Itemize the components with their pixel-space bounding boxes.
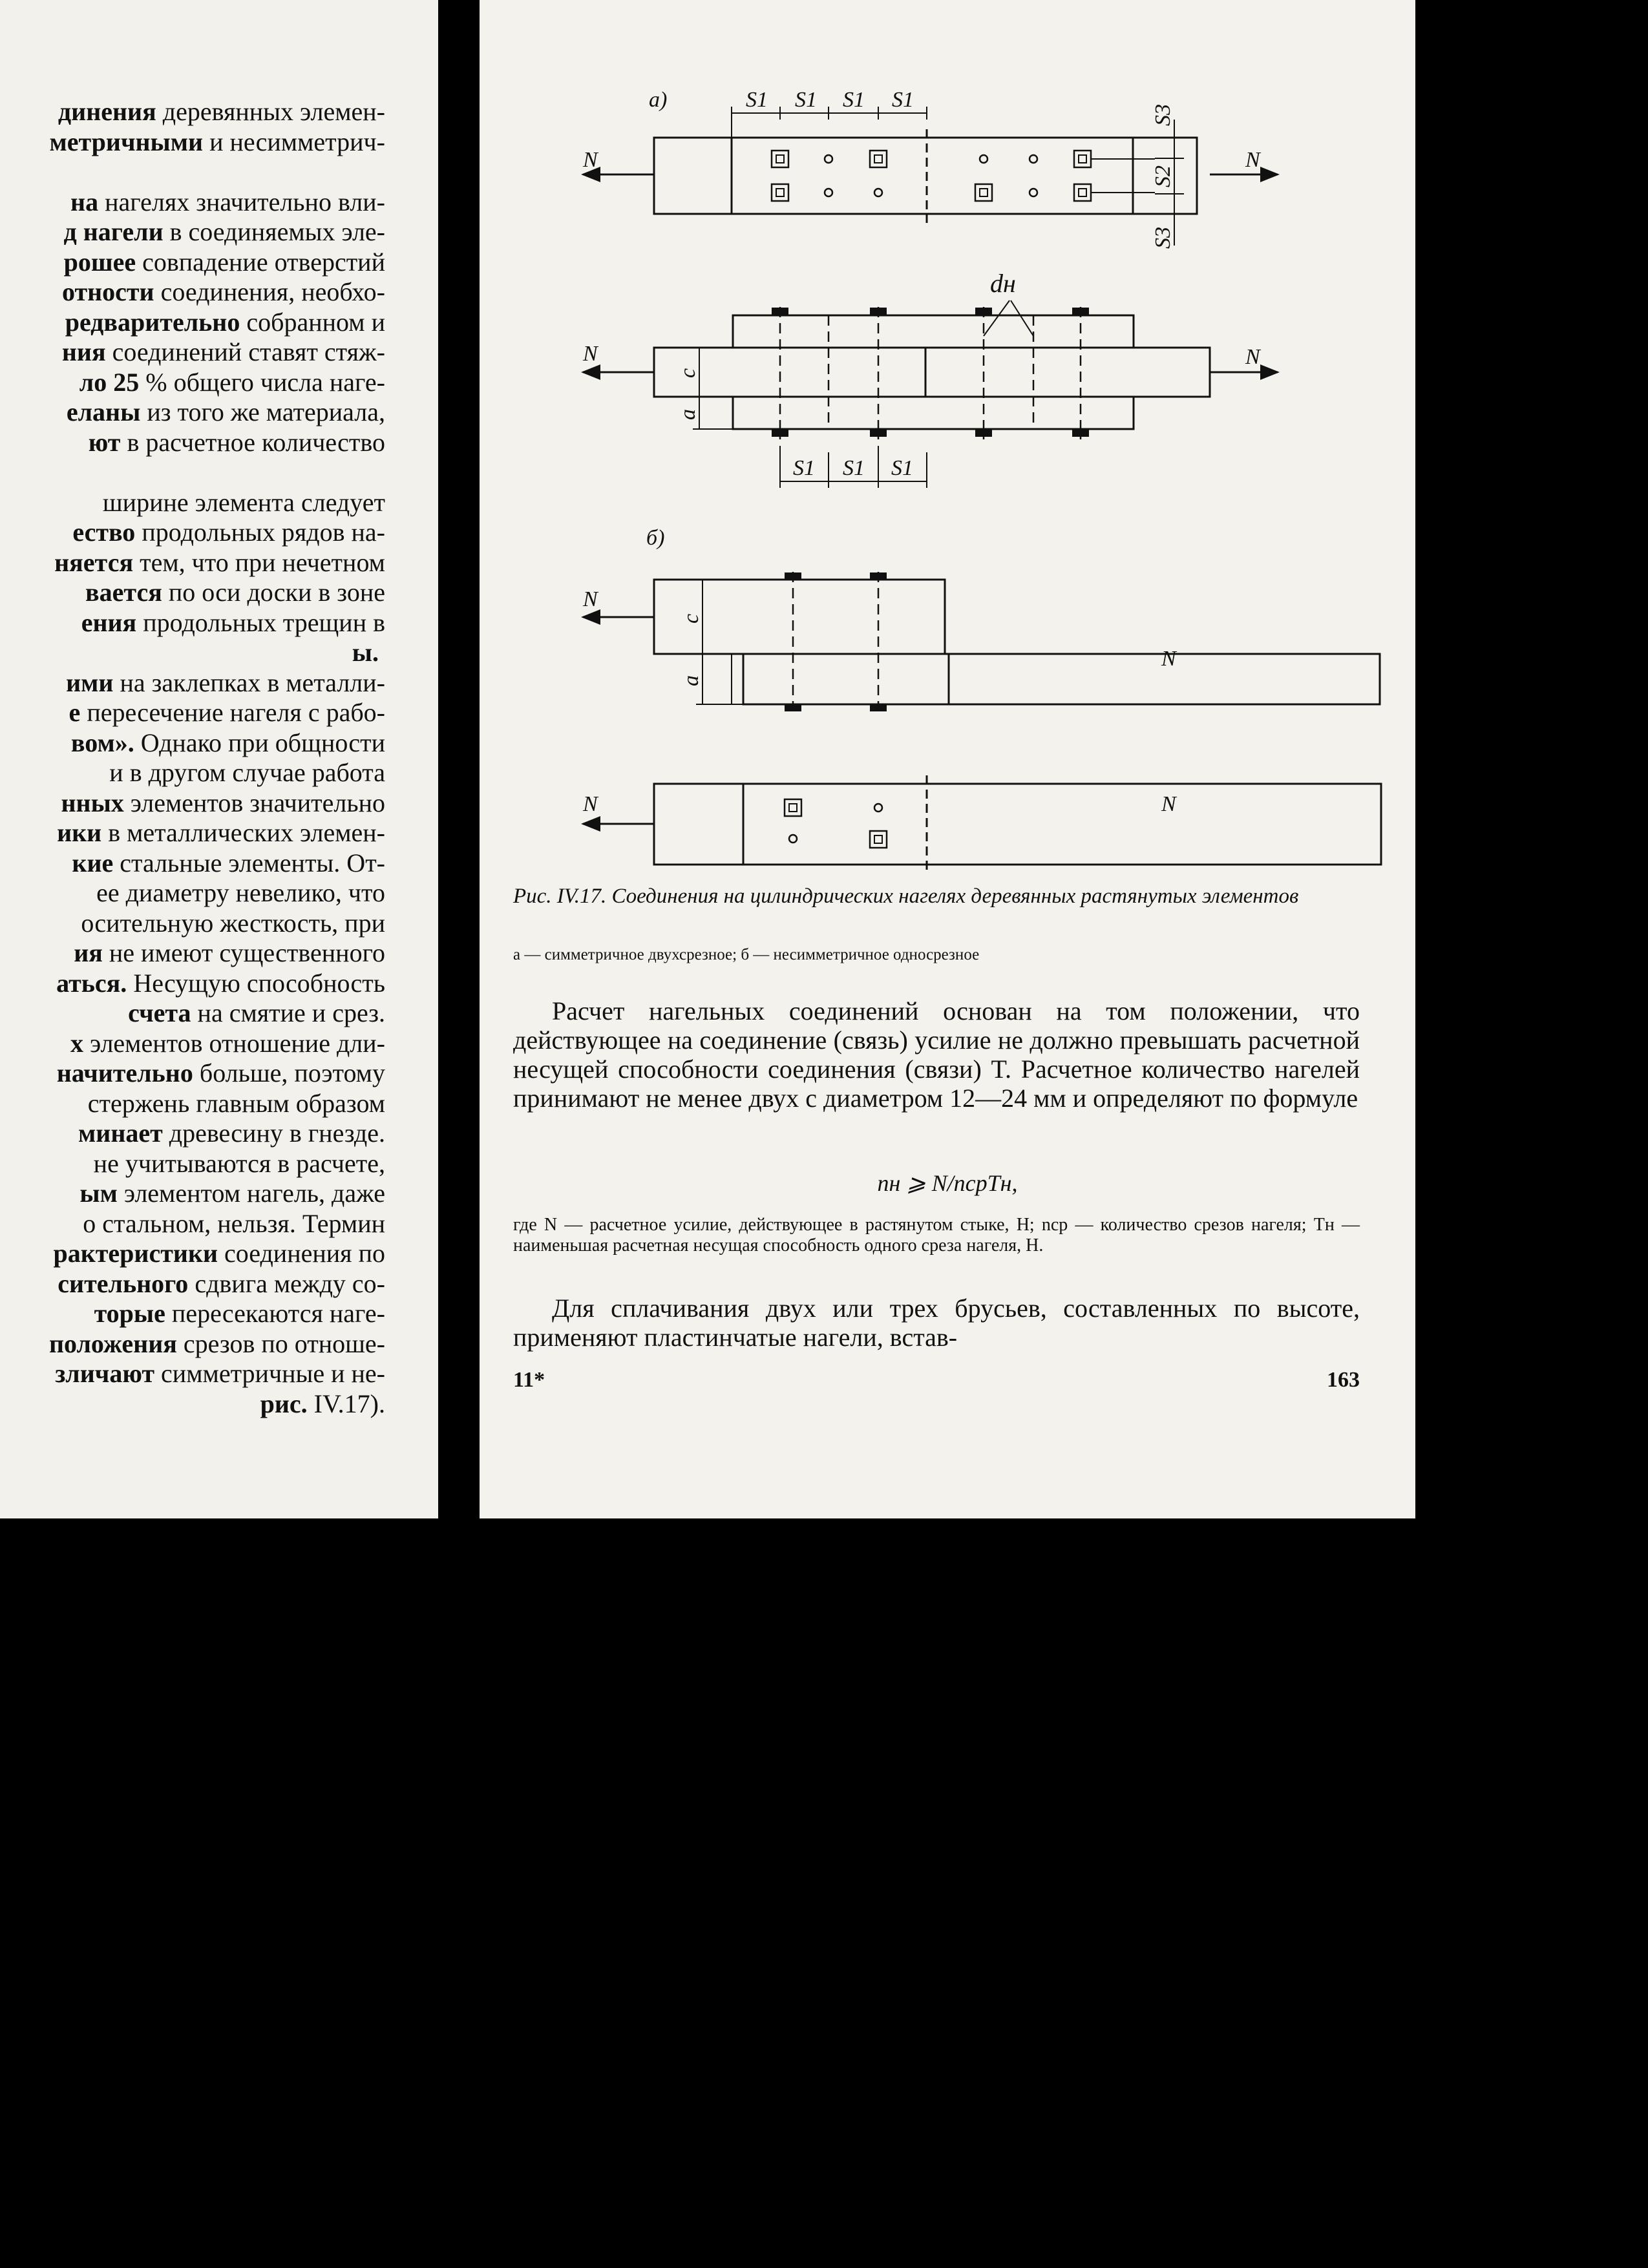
left-text-rest: о стальном, нельзя. Термин (83, 1208, 385, 1238)
left-text-bold: сительного (58, 1268, 189, 1298)
left-text-bold: отности (61, 277, 154, 306)
left-text-rest (379, 157, 385, 186)
left-text-line (0, 1089, 385, 1119)
left-text-line (0, 1149, 385, 1179)
left-text-rest: древесину в гнезде. (162, 1118, 385, 1148)
dim-s3: S3 (1151, 227, 1175, 249)
left-text-line (0, 668, 385, 698)
left-text-line (0, 308, 385, 338)
dim-a: a (676, 409, 700, 420)
left-text-bold: метричными (49, 127, 204, 156)
left-text-rest: симметричные и не- (154, 1359, 385, 1388)
paragraph-1-text: Расчет нагельных соединений основан на том положении, что действующее на соединение (связь) усилие не должно превышать расчетной несущей способности соединения (связи) T. Расчетное количество нагелей принимают не менее двух с диаметром 12—24 мм и определяют по формуле (513, 996, 1360, 1113)
left-text-rest: не учитываются в расчете, (93, 1148, 385, 1178)
left-text-line (0, 578, 385, 608)
left-text-rest: не имеют существенного (102, 938, 385, 967)
left-text-rest: в металлических элемен- (101, 818, 385, 847)
left-text-bold: ими (66, 667, 114, 697)
left-page-text (0, 97, 385, 1419)
force-label: N (583, 587, 598, 611)
left-text-rest: ее диаметру невелико, что (96, 878, 385, 907)
left-text-line (0, 548, 385, 578)
force-label: N (1161, 647, 1176, 671)
left-text-bold: динения (58, 97, 156, 126)
left-text-line (0, 247, 385, 278)
left-text-bold: минает (78, 1118, 163, 1148)
left-text-rest: Несущую способность (127, 968, 385, 998)
force-label: N (1245, 345, 1260, 369)
left-text-rest: на заклепках в металли- (113, 667, 385, 697)
left-text-bold: на (70, 187, 99, 216)
left-text-line (0, 998, 385, 1029)
left-page (0, 0, 438, 1518)
signature-mark: 11* (513, 1368, 545, 1392)
left-text-line (0, 187, 385, 218)
left-text-rest: совпадение отверстий (136, 247, 385, 277)
left-text-rest: собранном и (240, 307, 385, 337)
left-text-rest: пересечение нагеля с рабо- (80, 698, 385, 727)
left-text-rest: стержень главным образом (87, 1088, 385, 1118)
left-text-rest: тем, что при нечетном (133, 547, 385, 577)
left-text-rest: нагелях значительно вли- (98, 187, 385, 216)
left-text-bold: ым (79, 1179, 118, 1208)
left-text-rest: % общего числа наге- (139, 367, 385, 397)
paragraph-2 (513, 1294, 1360, 1352)
left-text-rest: пересекаются наге- (165, 1299, 385, 1328)
left-text-bold: зличают (55, 1359, 155, 1388)
left-text-bold: редварительно (65, 307, 240, 337)
left-text-line (0, 969, 385, 999)
label-b: б) (646, 526, 665, 550)
diagram-b-plan (583, 775, 1381, 872)
left-text-line (0, 608, 385, 638)
left-text-line (0, 1058, 385, 1089)
left-text-rest: в соединяемых эле- (163, 217, 385, 246)
left-text-bold: ло 25 (79, 367, 140, 397)
left-text-rest: и несимметрич- (203, 127, 385, 156)
left-text-bold: няется (54, 547, 134, 577)
figure-legend: а — симметричное двухсрезное; б — несимметричное односрезное (513, 946, 980, 963)
left-text-bold: вом». (70, 728, 134, 757)
left-text-line (0, 1179, 385, 1209)
left-text-bold: ют (88, 427, 121, 457)
formula-note: где N — расчетное усилие, действующее в растянутом стыке, Н; nср — количество срезов нагеля; Tн — наименьшая расчетная несущая способность одного среза нагеля, Н. (513, 1215, 1360, 1255)
left-text-line (0, 518, 385, 548)
left-text-line (0, 1029, 385, 1059)
left-text-bold: рис. (260, 1389, 308, 1418)
dim-s1: S1 (892, 88, 914, 112)
left-text-rest: и в другом случае работа (109, 758, 385, 787)
left-text-bold: е (69, 698, 81, 727)
left-text-rest: соединения по (217, 1239, 385, 1268)
left-text-rest: элементов отношение дли- (83, 1028, 385, 1058)
left-text-bold: ество (72, 518, 136, 547)
left-text-line (0, 127, 385, 158)
dim-s1: S1 (843, 88, 865, 112)
left-text-bold: ния (61, 337, 106, 366)
force-label: N (1161, 792, 1176, 816)
left-text-rest: в расчетное количество (120, 427, 385, 457)
left-text-rest: соединения, необхо- (154, 277, 385, 306)
left-text-line (0, 788, 385, 819)
page-number: 163 (1327, 1368, 1360, 1392)
left-text-rest: деревянных элемен- (156, 97, 385, 126)
left-text-line (0, 938, 385, 969)
left-text-bold: ики (57, 818, 102, 847)
left-text-bold: положения (48, 1328, 177, 1358)
left-text-line (0, 97, 385, 127)
right-page (480, 0, 1415, 1518)
label-a: а) (649, 88, 668, 112)
left-text-line (0, 457, 385, 488)
left-text-rest: IV.17). (307, 1389, 385, 1418)
paragraph-1 (513, 996, 1360, 1113)
left-text-rest: на смятие и срез. (191, 998, 385, 1027)
left-text-line (0, 1118, 385, 1149)
left-text-bold: аться. (56, 968, 127, 998)
left-text-line (0, 277, 385, 308)
left-text-line (0, 217, 385, 247)
left-text-rest (379, 457, 385, 487)
left-text-line (0, 908, 385, 939)
left-text-rest: больше, поэтому (193, 1058, 385, 1087)
left-text-rest: продольных рядов на- (135, 518, 385, 547)
dim-c: c (676, 368, 700, 378)
left-text-line (0, 638, 385, 668)
left-text-line (0, 397, 385, 428)
left-text-line (0, 818, 385, 848)
left-text-rest: срезов по отноше- (176, 1328, 385, 1358)
left-text-line (0, 878, 385, 908)
left-text-rest: соединений ставят стяж- (105, 337, 385, 366)
left-text-bold: счета (128, 998, 191, 1027)
left-text-bold: ия (74, 938, 103, 967)
dim-c: c (679, 613, 703, 624)
left-text-line (0, 1329, 385, 1360)
left-text-bold: начительно (56, 1058, 193, 1087)
force-label: N (583, 792, 598, 816)
diagram-a-section (583, 300, 1278, 488)
left-text-rest: осительную жесткость, при (81, 908, 385, 938)
paragraph-2-text: Для сплачивания двух или трех брусьев, составленных по высоте, применяют пластинчатые нагели, встав- (513, 1294, 1360, 1352)
force-label: N (583, 342, 598, 366)
diagram-b-section (583, 572, 1415, 714)
left-text-line (0, 157, 385, 187)
left-text-bold: нных (61, 788, 124, 817)
left-text-rest: элементом нагель, даже (117, 1179, 385, 1208)
left-text-bold: кие (72, 848, 114, 877)
left-text-line (0, 758, 385, 788)
dim-s1: S1 (793, 456, 815, 480)
left-text-rest: ширине элемента следует (102, 487, 385, 517)
dim-s1: S1 (843, 456, 865, 480)
left-text-bold: вается (85, 578, 162, 607)
left-text-line (0, 728, 385, 759)
left-text-bold: рошее (63, 247, 136, 277)
left-text-line (0, 848, 385, 879)
left-text-rest: продольных трещин в (136, 607, 385, 637)
force-label: N (583, 148, 598, 172)
left-text-bold: ы. (352, 638, 379, 667)
left-text-bold: рактеристики (53, 1239, 218, 1268)
dim-s3: S3 (1151, 104, 1175, 126)
left-text-line (0, 1359, 385, 1389)
figure-caption: Рис. IV.17. Соединения на цилиндрических нагелях деревянных растянутых элементов (513, 885, 1299, 908)
left-text-bold: ения (81, 607, 137, 637)
left-text-line (0, 1239, 385, 1269)
left-text-line (0, 428, 385, 458)
dim-a: a (679, 675, 703, 686)
left-text-line (0, 1269, 385, 1299)
force-label: N (1245, 148, 1260, 172)
left-text-rest (379, 638, 385, 667)
left-text-line (0, 368, 385, 398)
left-text-line (0, 1389, 385, 1420)
left-text-rest: по оси доски в зоне (162, 578, 385, 607)
figure-iv17 (480, 0, 1415, 879)
left-text-rest: сдвига между со- (188, 1268, 385, 1298)
dim-s1: S1 (795, 88, 817, 112)
dim-s2: S2 (1151, 165, 1175, 187)
left-text-bold: д нагели (63, 217, 164, 246)
left-text-line (0, 1209, 385, 1239)
left-text-bold: еланы (66, 397, 141, 426)
left-text-rest: стальные элементы. От- (113, 848, 385, 877)
left-text-bold: х (70, 1028, 83, 1058)
left-text-line (0, 337, 385, 368)
dim-s1: S1 (746, 88, 768, 112)
formula: nн ⩾ N/nсрTн, (877, 1170, 1018, 1196)
left-text-rest: Однако при общности (134, 728, 385, 757)
left-text-line (0, 488, 385, 518)
left-text-rest: из того же материала, (140, 397, 385, 426)
dim-s1: S1 (891, 456, 913, 480)
left-text-rest: элементов значительно (123, 788, 385, 817)
left-text-line (0, 1299, 385, 1329)
dim-dn: dн (990, 269, 1016, 298)
left-text-line (0, 698, 385, 728)
left-text-bold: торые (94, 1299, 165, 1328)
